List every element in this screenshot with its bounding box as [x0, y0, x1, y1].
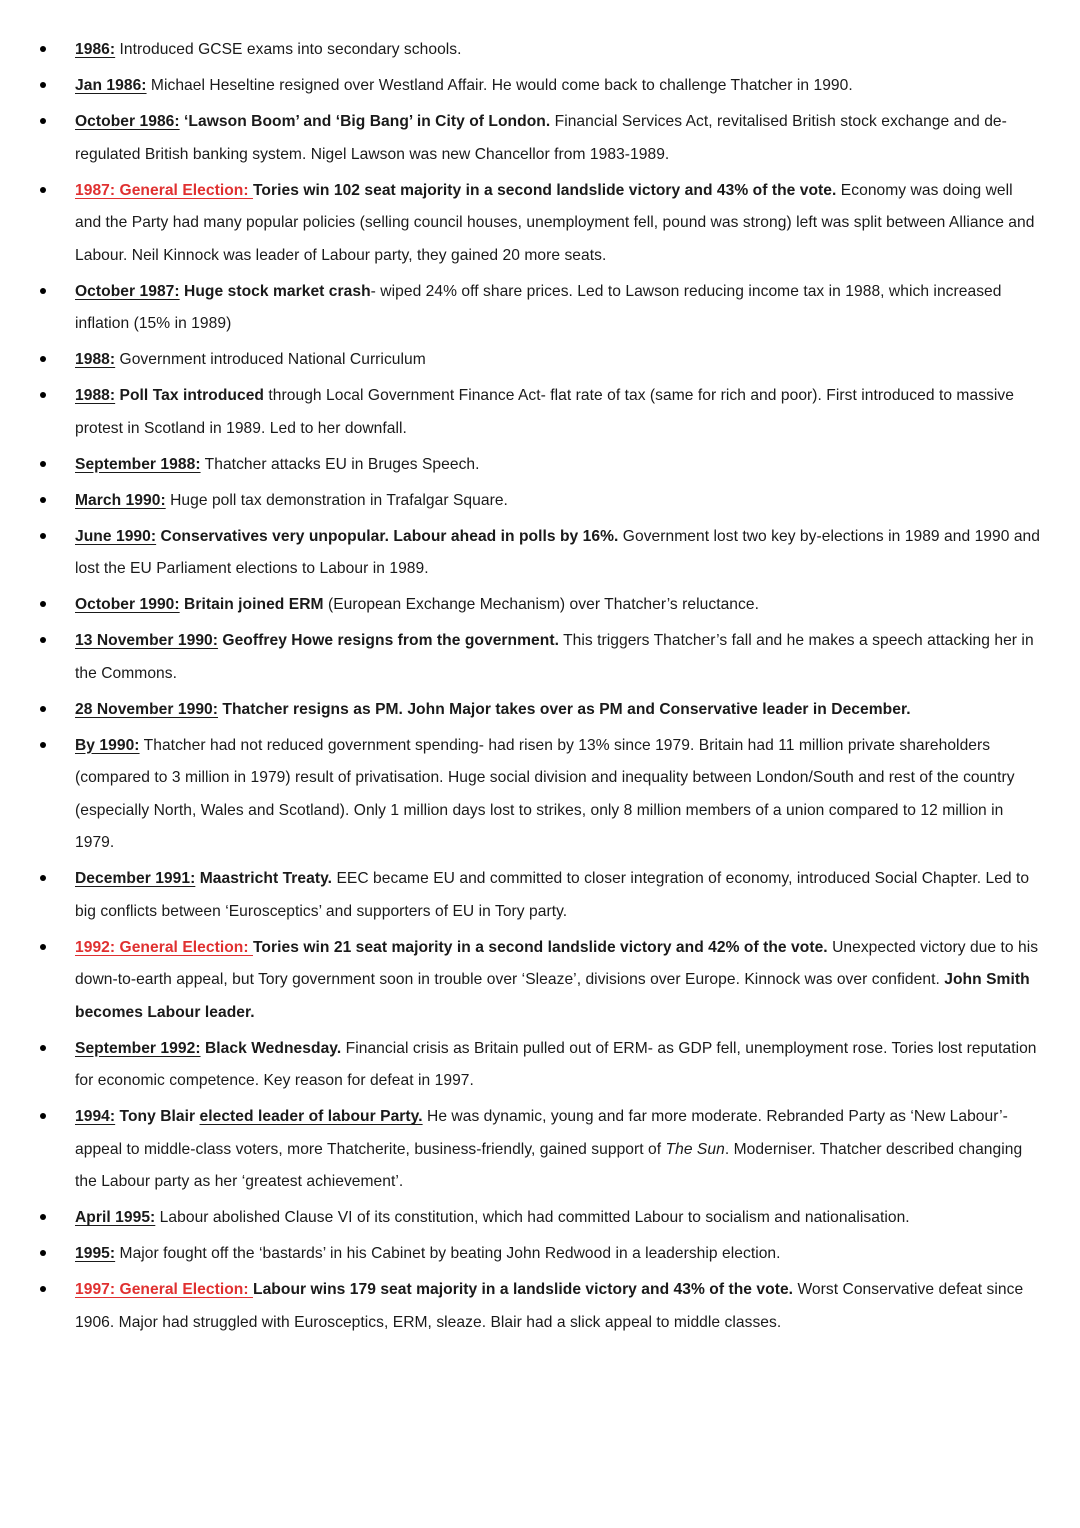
timeline-entry	[40, 521, 1040, 586]
entry-headline: Tony Blair	[115, 1108, 200, 1125]
timeline-entry	[40, 1033, 1040, 1098]
entry-text: Thatcher had not reduced government spending- had risen by 13% since 1979. Britain had 11 million private shareholders (compared to 3 million in 1979) result of privatisation. Huge social division and inequality between London/South and rest of the country (especially North, Wales and Scotland). Only 1 million days lost to strikes, only 8 million members of a union compared to 12 million in 1979.	[75, 736, 1015, 851]
entry-date: October 1990:	[75, 596, 180, 613]
entry-headline: Conservatives very unpopular. Labour ahead in polls by 16%.	[156, 527, 619, 545]
timeline-entry	[40, 1202, 1040, 1235]
bullet-icon	[40, 46, 46, 52]
timeline-entry	[40, 1101, 1040, 1199]
entry-headline: Thatcher resigns as PM. John Major takes over as PM and Conservative leader in December.	[218, 700, 911, 718]
entry-text: - wiped 24% off share prices. Led to Lawson reducing income tax in 1988, which increased inflation (15% in 1989)	[75, 282, 1002, 332]
timeline-entry	[40, 863, 1040, 928]
entry-text: Unexpected victory due to his down-to-earth appeal, but Tory government soon in trouble over ‘Sleaze’, divisions over Europe. Kinnock was over confident.	[75, 938, 1039, 988]
entry-date: March 1990:	[75, 491, 166, 509]
entry-headline: elected leader of labour Party.	[199, 1108, 423, 1125]
entry-headline: Tories win 21 seat majority in a second landslide victory and 42% of the vote.	[253, 938, 828, 956]
bullet-icon	[40, 1214, 46, 1220]
entry-date: December 1991:	[75, 870, 196, 887]
timeline-entry	[40, 1238, 1040, 1271]
bullet-icon	[40, 706, 46, 712]
bullet-icon	[40, 875, 46, 881]
entry-date: 28 November 1990:	[75, 700, 219, 718]
timeline-list	[40, 34, 1040, 1339]
entry-headline: Huge stock market crash	[179, 282, 371, 300]
bullet-icon	[40, 1045, 46, 1051]
election-date: 1997: General Election:	[75, 1281, 253, 1298]
timeline-entry	[40, 449, 1040, 482]
bullet-icon	[40, 82, 46, 88]
entry-headline: Poll Tax introduced	[115, 387, 265, 404]
bullet-icon	[40, 497, 46, 503]
entry-date: 1994:	[75, 1108, 116, 1125]
entry-text: Thatcher attacks EU in Bruges Speech.	[200, 455, 480, 473]
entry-headline: Black Wednesday.	[200, 1039, 342, 1057]
entry-date: By 1990:	[75, 736, 140, 754]
election-date: 1992: General Election:	[75, 938, 253, 956]
bullet-icon	[40, 461, 46, 467]
timeline-entry	[40, 625, 1040, 690]
timeline-entry	[40, 932, 1040, 1030]
entry-text: Huge poll tax demonstration in Trafalgar Square.	[165, 491, 508, 509]
bullet-icon	[40, 356, 46, 362]
entry-text: (European Exchange Mechanism) over Thatcher’s reluctance.	[323, 596, 759, 613]
entry-date: September 1992:	[75, 1039, 201, 1057]
entry-text: Government lost two key by-elections in 1989 and 1990 and lost the EU Parliament elections to Labour in 1989.	[75, 527, 1041, 577]
entry-text: EEC became EU and committed to closer integration of economy, introduced Social Chapter. Led to big conflicts between ‘Eurosceptics’ and supporters of EU in Tory party.	[75, 870, 1030, 920]
entry-text: This triggers Thatcher’s fall and he makes a speech attacking her in the Commons.	[75, 632, 1034, 682]
bullet-icon	[40, 187, 46, 193]
entry-text: . Moderniser. Thatcher described changing the Labour party as her ‘greatest achievement’.	[75, 1140, 1023, 1190]
entry-text: He was dynamic, young and far more moderate. Rebranded Party as ‘New Labour’- appeal to middle-class voters, more Thatcherite, business-friendly, gained support of	[75, 1108, 1008, 1158]
entry-date: 1986:	[75, 41, 116, 58]
bullet-icon	[40, 118, 46, 124]
entry-headline: Tories win 102 seat majority in a second landslide victory and 43% of the vote.	[253, 181, 837, 199]
entry-date: 1988:	[75, 351, 116, 368]
bullet-icon	[40, 1250, 46, 1256]
entry-text: Introduced GCSE exams into secondary schools.	[115, 41, 462, 58]
entry-date: September 1988:	[75, 455, 201, 473]
bullet-icon	[40, 637, 46, 643]
timeline-entry	[40, 694, 1040, 727]
entry-headline: ‘Lawson Boom’ and ‘Big Bang’ in City of London.	[179, 113, 551, 130]
entry-date: October 1986:	[75, 113, 180, 130]
election-date: 1987: General Election:	[75, 181, 253, 199]
entry-headline: John Smith becomes Labour leader.	[75, 971, 1030, 1021]
entry-text: Economy was doing well and the Party had many popular policies (selling council houses, unemployment fell, pound was strong) left was split between Alliance and Labour. Neil Kinnock was leader of Labour party, they gained 20 more seats.	[75, 181, 1035, 264]
entry-headline: Maastricht Treaty.	[195, 870, 333, 887]
entry-headline: Labour wins 179 seat majority in a landslide victory and 43% of the vote.	[253, 1281, 794, 1298]
entry-text: through Local Government Finance Act- flat rate of tax (same for rich and poor). First introduced to massive protest in Scotland in 1989. Led to her downfall.	[75, 387, 1014, 437]
timeline-entry	[40, 730, 1040, 860]
bullet-icon	[40, 742, 46, 748]
entry-text: Financial crisis as Britain pulled out of ERM- as GDP fell, unemployment rose. Tories lost reputation for economic competence. Key reason for defeat in 1997.	[75, 1039, 1037, 1089]
bullet-icon	[40, 601, 46, 607]
entry-headline: Britain joined ERM	[179, 596, 324, 613]
timeline-entry	[40, 276, 1040, 341]
entry-date: April 1995:	[75, 1209, 156, 1226]
entry-text: Labour abolished Clause VI of its constitution, which had committed Labour to socialism and nationalisation.	[155, 1209, 910, 1226]
entry-text: Michael Heseltine resigned over Westland Affair. He would come back to challenge Thatcher in 1990.	[146, 77, 853, 94]
entry-date: 13 November 1990:	[75, 632, 219, 649]
entry-date: Jan 1986:	[75, 77, 147, 94]
entry-date: October 1987:	[75, 282, 180, 300]
entry-text: Major fought off the ‘bastards’ in his Cabinet by beating John Redwood in a leadership election.	[115, 1245, 781, 1262]
entry-text: Worst Conservative defeat since 1906. Major had struggled with Eurosceptics, ERM, sleaze. Blair had a slick appeal to middle classes.	[75, 1281, 1024, 1331]
entry-date: June 1990:	[75, 527, 157, 545]
timeline-entry	[40, 34, 1040, 67]
entry-date: 1988:	[75, 387, 116, 404]
timeline-entry	[40, 1274, 1040, 1339]
timeline-entry	[40, 106, 1040, 171]
entry-text: Financial Services Act, revitalised British stock exchange and de-regulated British banking system. Nigel Lawson was new Chancellor from 1983-1989.	[75, 113, 1007, 163]
timeline-entry	[40, 344, 1040, 377]
bullet-icon	[40, 1286, 46, 1292]
bullet-icon	[40, 288, 46, 294]
bullet-icon	[40, 1113, 46, 1119]
timeline-entry	[40, 485, 1040, 518]
entry-text: Government introduced National Curriculum	[115, 351, 426, 368]
entry-text-italic: The Sun	[665, 1140, 725, 1158]
timeline-entry	[40, 70, 1040, 103]
bullet-icon	[40, 392, 46, 398]
bullet-icon	[40, 944, 46, 950]
timeline-entry	[40, 589, 1040, 622]
entry-date: 1995:	[75, 1245, 116, 1262]
timeline-entry	[40, 380, 1040, 445]
entry-headline: Geoffrey Howe resigns from the government.	[218, 632, 559, 649]
bullet-icon	[40, 533, 46, 539]
timeline-entry	[40, 175, 1040, 273]
